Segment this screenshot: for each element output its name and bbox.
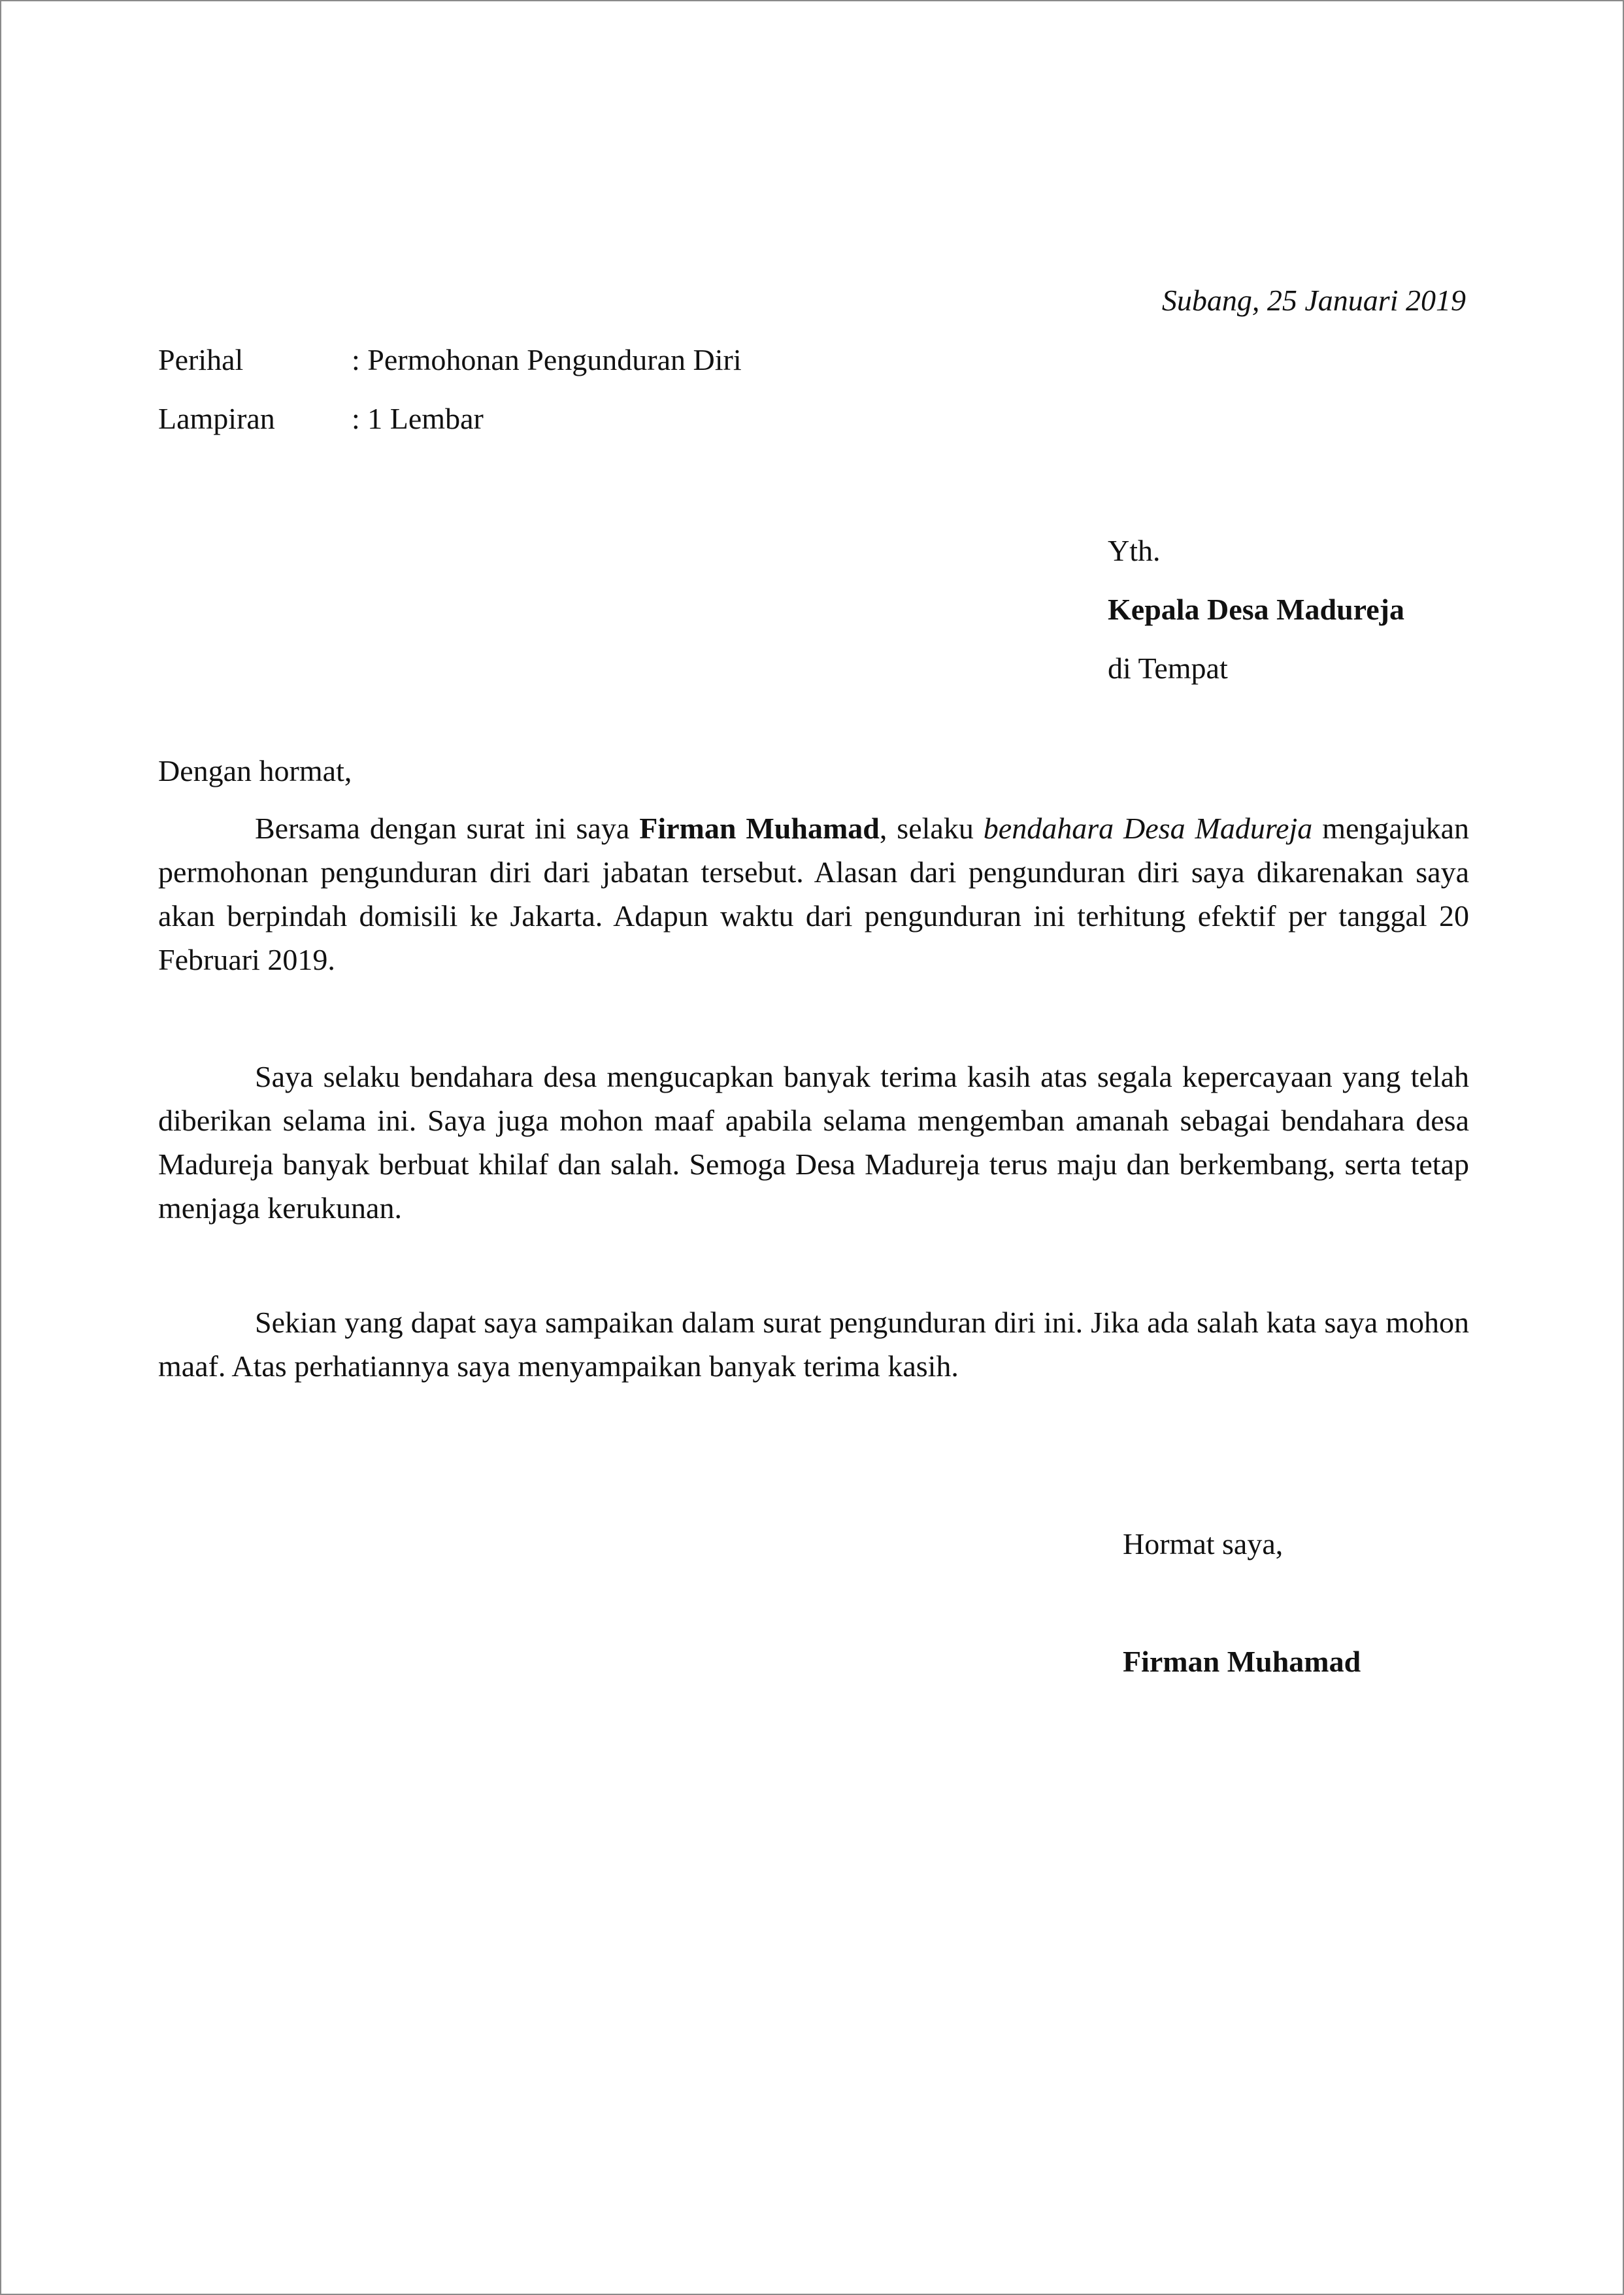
recipient-salutation: Yth. bbox=[1108, 534, 1161, 567]
body-paragraph-2: Saya selaku bendahara desa mengucapkan banyak terima kasih atas segala kepercayaan yang telah diberikan selama ini. Saya juga mohon maaf apabila selama mengemban amanah sebagai bendahara desa Madureja banyak berbuat khilaf dan salah. Semoga Desa Madureja terus maju dan berkembang, serta tetap menjaga kerukunan. bbox=[158, 1060, 1469, 1225]
subject-row bbox=[158, 345, 742, 375]
attachment-value: : 1 Lembar bbox=[352, 402, 484, 435]
attachment-label: Lampiran bbox=[158, 402, 275, 435]
paragraph1-name: Firman Muhamad bbox=[639, 812, 880, 845]
subject-value: : Permohonan Pengunduran Diri bbox=[352, 343, 742, 376]
recipient-name: Kepala Desa Madureja bbox=[1108, 593, 1405, 626]
recipient-block bbox=[1108, 521, 1404, 698]
place-date: Subang, 25 Januari 2019 bbox=[1161, 284, 1466, 317]
greeting: Dengan hormat, bbox=[158, 754, 352, 787]
paragraph1-text-b: , selaku bbox=[879, 812, 984, 845]
attachment-row bbox=[158, 404, 484, 434]
subject-label: Perihal bbox=[158, 343, 244, 376]
paragraph1-position: bendahara Desa Madureja bbox=[983, 812, 1313, 845]
body-paragraph-1 bbox=[158, 806, 1469, 982]
body-paragraph-3: Sekian yang dapat saya sampaikan dalam surat pengunduran diri ini. Jika ada salah kata saya mohon maaf. Atas perhatiannya saya menyampaikan banyak terima kasih. bbox=[158, 1306, 1469, 1383]
paragraph1-text-c: mengajukan permohonan pengunduran diri dari jabatan tersebut. Alasan dari pengunduran diri saya dikarenakan saya akan berpindah domisili ke Jakarta. Adapun waktu dari pengunduran ini terhitung efektif per tanggal 20 Februari 2019. bbox=[158, 812, 1470, 976]
recipient-location: di Tempat bbox=[1108, 652, 1228, 685]
paragraph1-text-a: Bersama dengan surat ini saya bbox=[255, 812, 640, 845]
signer-name: Firman Muhamad bbox=[1123, 1645, 1361, 1678]
closing: Hormat saya, bbox=[1123, 1527, 1284, 1560]
